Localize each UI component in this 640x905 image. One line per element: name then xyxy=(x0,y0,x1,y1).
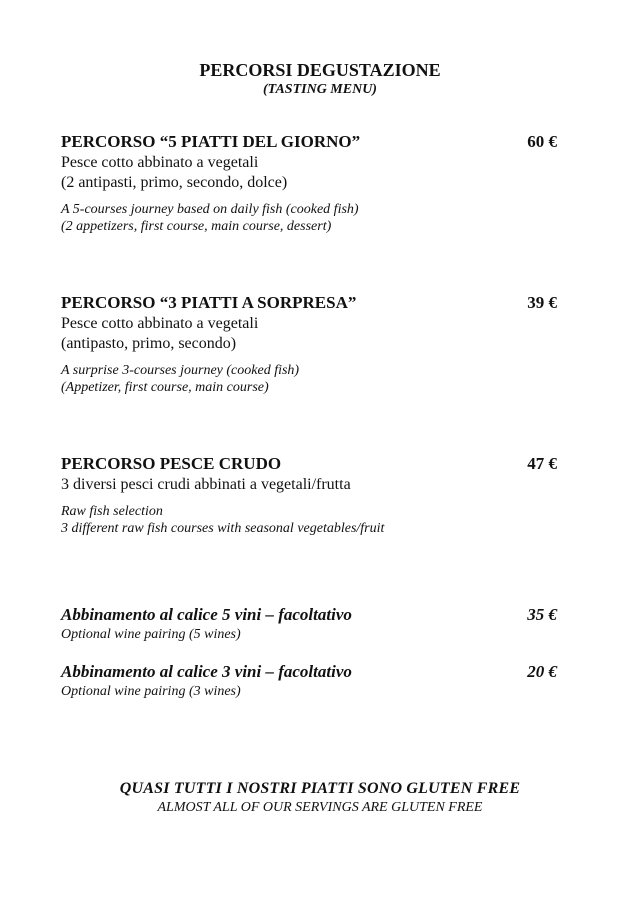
course-english-line: Raw fish selection xyxy=(61,504,163,519)
tasting-course-5-dishes xyxy=(61,131,557,235)
wine-pairing-name: Abbinamento al calice 5 vini – facoltativo xyxy=(61,605,352,624)
wine-pairing-5 xyxy=(61,604,557,643)
tasting-course-raw-fish xyxy=(61,453,557,537)
wine-pairing-name: Abbinamento al calice 3 vini – facoltativo xyxy=(61,662,352,681)
course-price: 47 € xyxy=(527,454,557,473)
course-heading-row xyxy=(61,292,557,314)
course-heading-row xyxy=(61,131,557,153)
course-description-line: (2 antipasti, primo, secondo, dolce) xyxy=(61,174,288,191)
menu-subtitle: (TASTING MENU) xyxy=(263,82,377,97)
course-name: PERCORSO “3 PIATTI A SORPRESA” xyxy=(61,293,357,312)
course-description-line: Pesce cotto abbinato a vegetali xyxy=(61,315,259,332)
menu-header xyxy=(0,59,640,99)
wine-pairing-price: 20 € xyxy=(527,662,557,681)
course-english-line: 3 different raw fish courses with seasonal vegetables/fruit xyxy=(61,521,385,536)
course-english-description xyxy=(61,503,557,537)
course-description-line: 3 diversi pesci crudi abbinati a vegetali/frutta xyxy=(61,476,351,493)
wine-pairing-english: Optional wine pairing (3 wines) xyxy=(61,684,241,699)
gluten-free-italian: QUASI TUTTI I NOSTRI PIATTI SONO GLUTEN FREE xyxy=(119,780,521,797)
course-english-line: A surprise 3-courses journey (cooked fish) xyxy=(61,363,300,378)
course-name: PERCORSO “5 PIATTI DEL GIORNO” xyxy=(61,132,361,151)
wine-pairing-3 xyxy=(61,661,557,700)
course-name: PERCORSO PESCE CRUDO xyxy=(61,454,282,473)
gluten-free-english: ALMOST ALL OF OUR SERVINGS ARE GLUTEN FREE xyxy=(157,800,483,815)
course-english-line: (Appetizer, first course, main course) xyxy=(61,380,269,395)
course-description-line: Pesce cotto abbinato a vegetali xyxy=(61,154,259,171)
course-price: 39 € xyxy=(527,293,557,312)
wine-heading-row xyxy=(61,604,557,626)
menu-title: PERCORSI DEGUSTAZIONE xyxy=(199,60,441,80)
course-price: 60 € xyxy=(527,132,557,151)
course-description-line: (antipasto, primo, secondo) xyxy=(61,335,237,352)
wine-heading-row xyxy=(61,661,557,683)
course-english-description xyxy=(61,362,557,396)
gluten-free-notice xyxy=(0,778,640,816)
course-english-line: A 5-courses journey based on daily fish (cooked fish) xyxy=(61,202,359,217)
course-heading-row xyxy=(61,453,557,475)
course-english-line: (2 appetizers, first course, main course, dessert) xyxy=(61,219,332,234)
wine-pairing-price: 35 € xyxy=(527,605,557,624)
tasting-course-3-surprise xyxy=(61,292,557,396)
course-english-description xyxy=(61,201,557,235)
wine-pairing-english: Optional wine pairing (5 wines) xyxy=(61,627,241,642)
